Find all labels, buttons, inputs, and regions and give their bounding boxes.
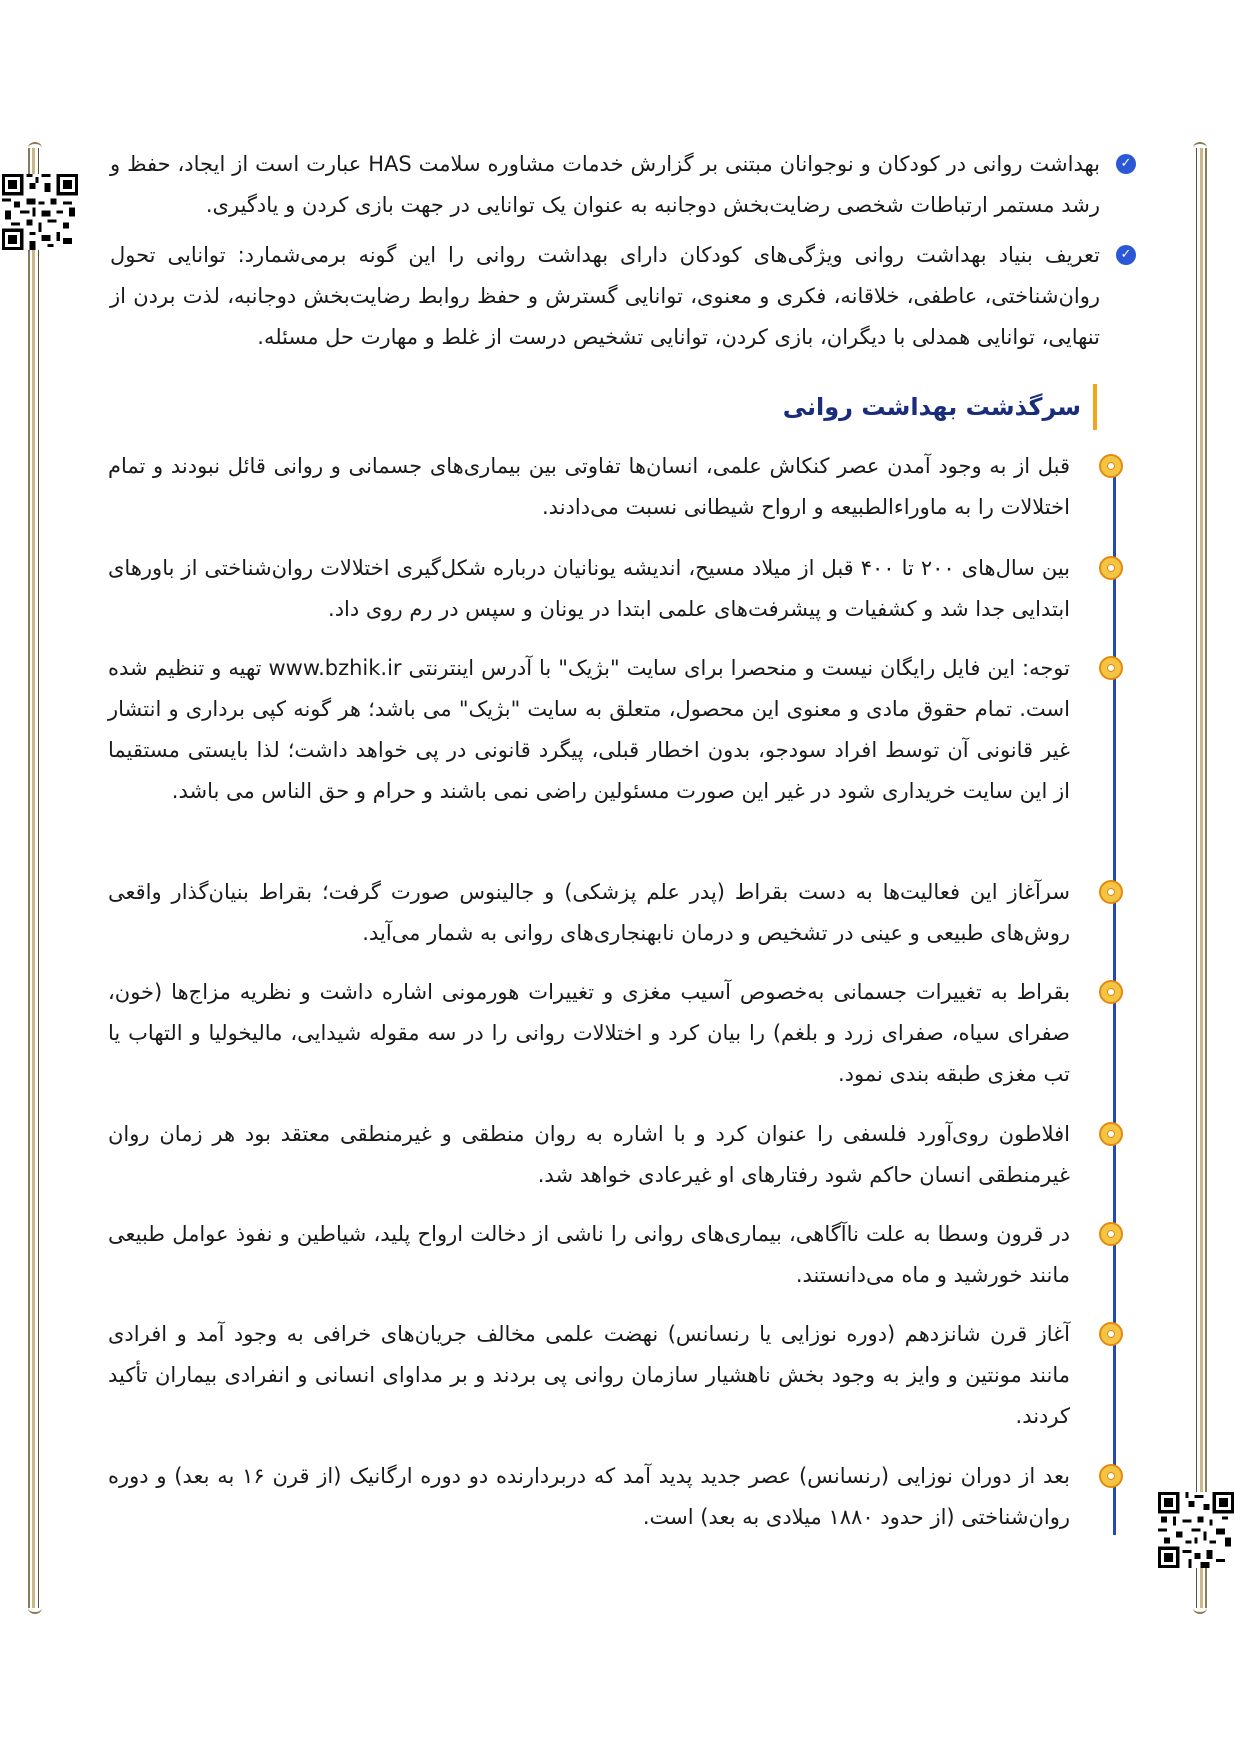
- qr-code-icon: [1158, 1492, 1234, 1568]
- ring-dot-icon: [1099, 454, 1123, 478]
- timeline-text: افلاطون روی‌آورد فلسفی را عنوان کرد و با اشاره به روان منطقی و غیرمنطقی معتقد بود هر زمان روان غیرمنطقی انسان حاکم شود رفتارهای او غیرعادی خواهد شد.: [108, 1122, 1070, 1187]
- intro-text: بهداشت روانی در کودکان و نوجوانان مبتنی بر گزارش خدمات مشاوره سلامت HAS عبارت است از ایجاد، حفظ و رشد مستمر ارتباطات شخصی رضایت‌بخش دوجانبه به عنوان یک توانایی در جهت بازی کردن و یادگیری.: [110, 152, 1101, 217]
- ring-dot-icon: [1099, 1464, 1123, 1488]
- left-decorative-border: [28, 148, 42, 1608]
- intro-text: تعریف بنیاد بهداشت روانی ویژگی‌های کودکان دارای بهداشت روانی را این گونه برمی‌شمارد: توانایی تحول روان‌شناختی، عاطفی، خلاقانه، فکری و معنوی، توانایی گسترش و حفظ روابط رضایت‌بخش دوجانبه، لذت بردن از تنهایی، توانایی همدلی با دیگران، بازی کردن، توانایی تشخیص درست از غلط و مهارت حل مسئله.: [110, 243, 1100, 349]
- timeline-text: توجه: این فایل رایگان نیست و منحصرا برای سایت "بژیک" با آدرس اینترنتی www.bzhik.ir تهیه و تنظیم شده است. تمام حقوق مادی و معنوی این محصول، متعلق به سایت "بژیک" می باشد؛ هر گونه کپی برداری و انتشار غیر قانونی آن توسط افراد سودجو، بدون اخطار قبلی، پیگرد قانونی در پی خواهد داشت؛ لذا بایستی مستقیما از این سایت خریداری شود در غیر این صورت مسئولین راضی نمی باشند و حرام و حق الناس می باشد.: [108, 656, 1070, 803]
- timeline-item: [108, 1314, 1070, 1437]
- timeline-item: [108, 1114, 1070, 1196]
- timeline-item: [108, 446, 1070, 528]
- timeline-text: بقراط به تغییرات جسمانی به‌خصوص آسیب مغزی و تغییرات هورمونی اشاره داشت و نظریه مزاج‌ها (خون، صفرای سیاه، صفرای زرد و بلغم) را بیان کرد و اختلالات روانی را در سه مقوله شیدایی، مالیخولیا و التهاب یا تب مغزی طبقه بندی نمود.: [108, 980, 1070, 1086]
- ring-dot-icon: [1099, 656, 1123, 680]
- check-circle-icon: ✓: [1116, 245, 1136, 265]
- timeline-item: [108, 548, 1070, 630]
- timeline-text: قبل از به وجود آمدن عصر کنکاش علمی، انسان‌ها تفاوتی بین بیماری‌های جسمانی و روانی قائل نبودند و تمام اختلالات را به ماوراءالطبیعه و ارواح شیطانی نسبت می‌دادند.: [108, 454, 1070, 519]
- timeline-text: بعد از دوران نوزایی (رنسانس) عصر جدید پدید آمد که دربردارنده دو دوره ارگانیک (از قرن ۱۶ به بعد) و دوره روان‌شناختی (از حدود ۱۸۸۰ میلادی به بعد) است.: [108, 1464, 1070, 1529]
- timeline-text: آغاز قرن شانزدهم (دوره نوزایی یا رنسانس) نهضت علمی مخالف جریان‌های خرافی به وجود آمد و افرادی مانند مونتین و وایز به وجود بخش ناهشیار سازمان روانی پی بردند و بر مداوای انسانی و انفرادی بیماران تأکید کردند.: [108, 1322, 1070, 1428]
- timeline-text: سرآغاز این فعالیت‌ها به دست بقراط (پدر علم پزشکی) و جالینوس صورت گرفت؛ بقراط بنیان‌گذار واقعی روش‌های طبیعی و عینی در تشخیص و درمان نابهنجاری‌های روانی به شمار می‌آید.: [108, 880, 1070, 945]
- ring-dot-icon: [1099, 1222, 1123, 1246]
- intro-paragraph: [110, 144, 1132, 226]
- section-heading: [783, 384, 1097, 430]
- right-decorative-border: [1193, 148, 1207, 1608]
- intro-paragraph: [110, 235, 1132, 358]
- ring-dot-icon: [1099, 556, 1123, 580]
- timeline-item: [108, 648, 1070, 812]
- check-circle-icon: ✓: [1116, 154, 1136, 174]
- timeline-text: بین سال‌های ۲۰۰ تا ۴۰۰ قبل از میلاد مسیح، اندیشه یونانیان درباره شکل‌گیری اختلالات روان‌شناختی از باورهای ابتدایی جدا شد و کشفیات و پیشرفت‌های علمی ابتدا در یونان و سپس در رم روی داد.: [108, 556, 1071, 621]
- ring-dot-icon: [1099, 1122, 1123, 1146]
- qr-code-icon: [2, 174, 78, 250]
- section-heading-text: سرگذشت بهداشت روانی: [782, 393, 1081, 421]
- timeline-item: [108, 1456, 1070, 1538]
- timeline-item: [108, 972, 1070, 1095]
- ring-dot-icon: [1099, 980, 1123, 1004]
- ring-dot-icon: [1099, 880, 1123, 904]
- timeline-item: [108, 1214, 1070, 1296]
- timeline-item: [108, 872, 1070, 954]
- timeline-text: در قرون وسطا به علت ناآگاهی، بیماری‌های روانی را ناشی از دخالت ارواح پلید، شیاطین و نفوذ عوامل طبیعی مانند خورشید و ماه می‌دانستند.: [108, 1222, 1070, 1287]
- ring-dot-icon: [1099, 1322, 1123, 1346]
